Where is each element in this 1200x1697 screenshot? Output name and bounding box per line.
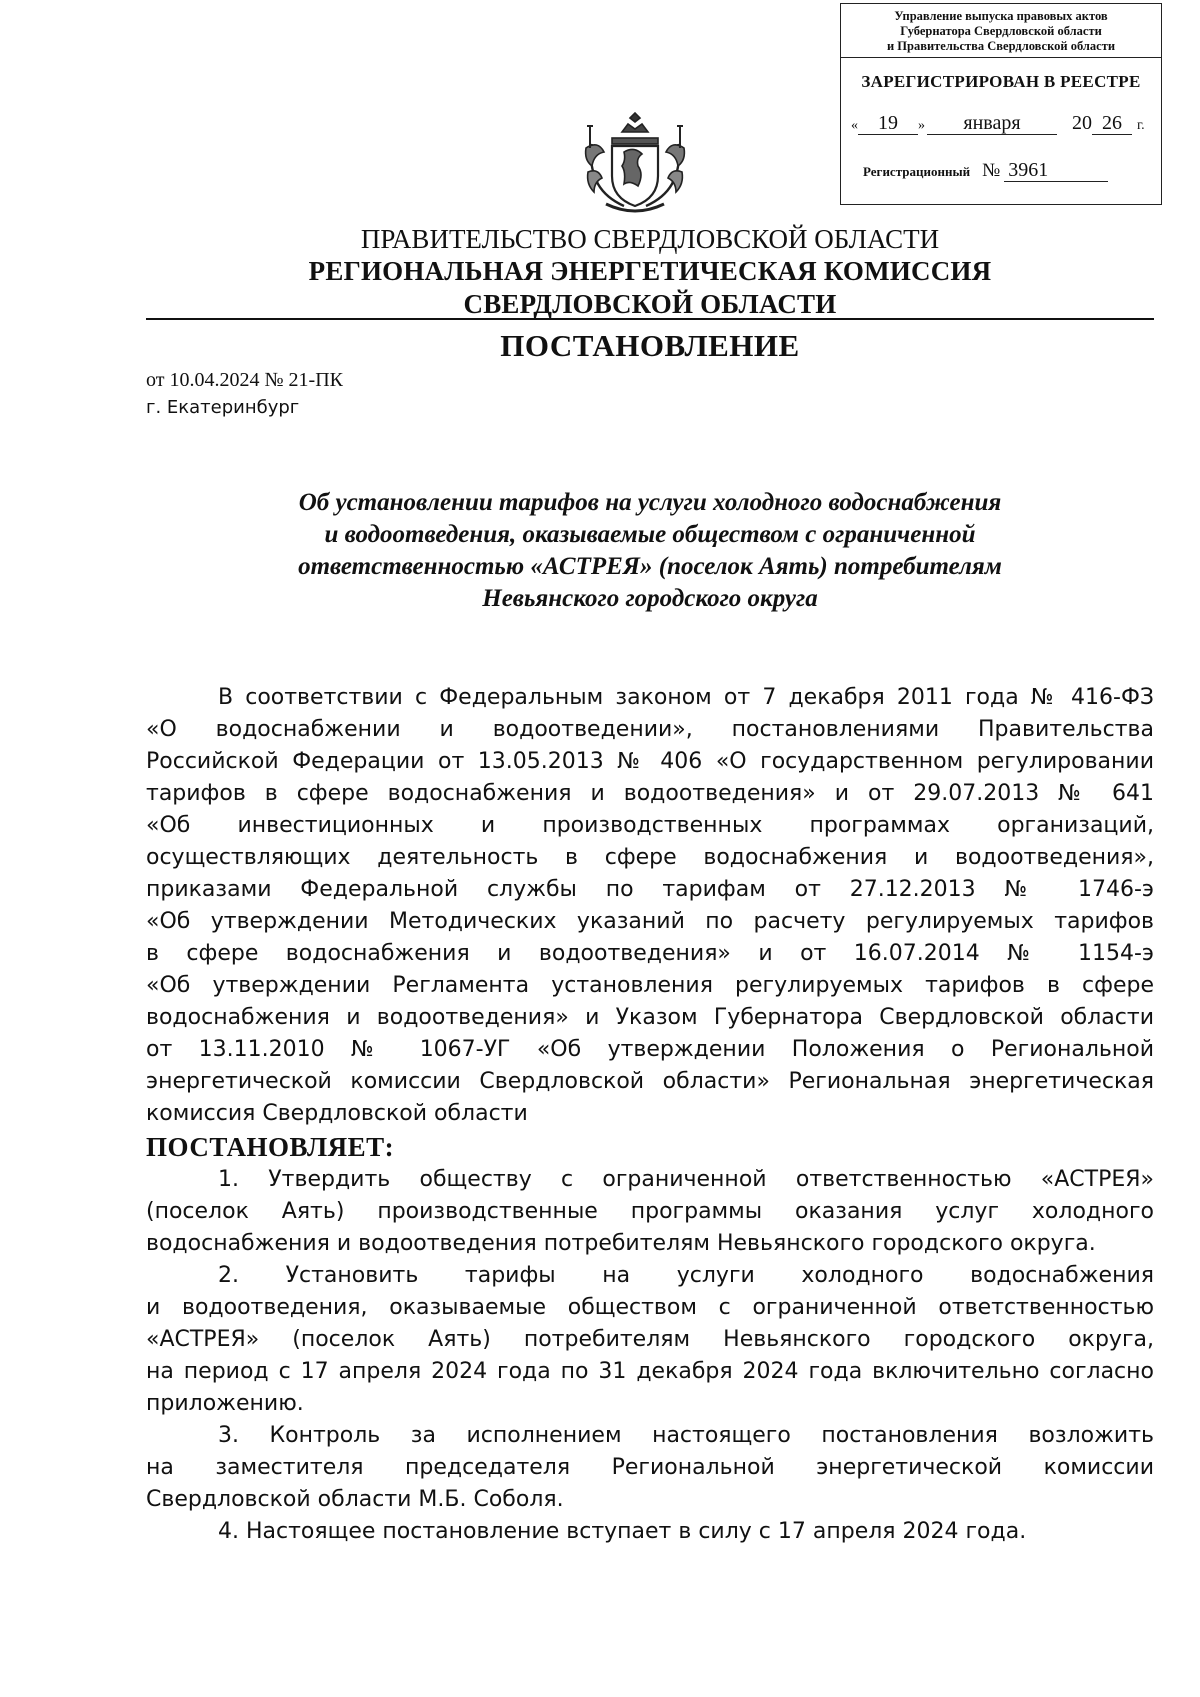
item3-line: на заместителя председателя Региональной энергетической комиссии	[146, 1455, 1154, 1480]
registration-title: ЗАРЕГИСТРИРОВАН В РЕЕСТРЕ	[861, 72, 1141, 91]
item2-line: и водоотведения, оказываемые обществом с ограниченной ответственностью	[146, 1295, 1154, 1320]
subject-line: ответственностью «АСТРЕЯ» (поселок Аять) потребителям	[298, 553, 1002, 580]
registration-date	[851, 112, 1155, 135]
registration-stamp	[840, 3, 1162, 205]
registration-month: января	[927, 112, 1057, 135]
registration-day: 19	[858, 112, 918, 135]
preamble-line: «Об инвестиционных и производственных программах организаций,	[146, 813, 1154, 838]
document-body	[146, 682, 1154, 1548]
quote-open: «	[851, 118, 858, 133]
item3-line: 3. Контроль за исполнением настоящего постановления возложить	[218, 1423, 1154, 1448]
preamble-line: энергетической комиссии Свердловской области» Региональная энергетическая	[146, 1069, 1154, 1094]
preamble-line: «О водоснабжении и водоотведении», постановлениями Правительства	[146, 717, 1154, 742]
item2-line: приложению.	[146, 1391, 304, 1416]
preamble-line: в сфере водоснабжения и водоотведения» и от 16.07.2014 № 1154-э	[146, 941, 1154, 966]
registration-year-prefix: 20	[1072, 112, 1092, 134]
document-date-number: от 10.04.2024 № 21-ПК	[146, 369, 344, 391]
government-name: ПРАВИТЕЛЬСТВО СВЕРДЛОВСКОЙ ОБЛАСТИ	[360, 224, 940, 254]
item1-line: водоснабжения и водоотведения потребителям Невьянского городского округа.	[146, 1231, 1096, 1256]
item1-line: 1. Утвердить обществу с ограниченной ответственностью «АСТРЕЯ»	[218, 1167, 1154, 1192]
preamble-line: водоснабжения и водоотведения» и Указом Губернатора Свердловской области	[146, 1005, 1154, 1030]
document-type: ПОСТАНОВЛЕНИЕ	[500, 328, 800, 363]
header-rule	[146, 318, 1154, 320]
item2-line: на период с 17 апреля 2024 года по 31 декабря 2024 года включительно согласно	[146, 1359, 1154, 1384]
preamble-line: тарифов в сфере водоснабжения и водоотведения» и от 29.07.2013 № 641	[146, 781, 1154, 806]
quote-close: »	[918, 118, 925, 133]
registration-stamp-header	[841, 4, 1161, 58]
commission-name-line1: РЕГИОНАЛЬНАЯ ЭНЕРГЕТИЧЕСКАЯ КОМИССИЯ	[308, 256, 992, 286]
stamp-header-line: Управление выпуска правовых актов	[894, 9, 1108, 23]
preamble-line: от 13.11.2010 № 1067-УГ «Об утверждении Положения о Региональной	[146, 1037, 1154, 1062]
document-city: г. Екатеринбург	[146, 397, 300, 418]
subject-line: и водоотведения, оказываемые обществом с ограниченной	[324, 521, 976, 548]
registration-year-mark: г.	[1137, 118, 1145, 133]
registration-number-label: Регистрационный	[863, 164, 971, 179]
preamble-line: «Об утверждении Регламента установления регулируемых тарифов в сфере	[146, 973, 1154, 998]
subject-line: Об установлении тарифов на услуги холодного водоснабжения	[298, 489, 1002, 516]
preamble-line: «Об утверждении Методических указаний по расчету регулируемых тарифов	[146, 909, 1154, 934]
preamble-line: осуществляющих деятельность в сфере водоснабжения и водоотведения»,	[146, 845, 1154, 870]
preamble-line: Российской Федерации от 13.05.2013 № 406 «О государственном регулировании	[146, 749, 1154, 774]
stamp-header-line: и Правительства Свердловской области	[886, 39, 1116, 53]
subject-line: Невьянского городского округа	[482, 585, 818, 612]
preamble-line: приказами Федеральной службы по тарифам от 27.12.2013 № 1746-э	[146, 877, 1154, 902]
registration-year-suffix: 26	[1092, 112, 1132, 135]
preamble-line: комиссия Свердловской области	[146, 1101, 528, 1126]
number-sign: №	[982, 160, 1001, 181]
resolves-heading: ПОСТАНОВЛЯЕТ:	[146, 1132, 395, 1162]
item2-line: 2. Установить тарифы на услуги холодного водоснабжения	[218, 1263, 1154, 1288]
registration-number-row	[863, 159, 1108, 182]
item2-line: «АСТРЕЯ» (поселок Аять) потребителям Невьянского городского округа,	[146, 1327, 1154, 1352]
registration-number: 3961	[1004, 159, 1108, 182]
document-subject	[146, 487, 1154, 615]
item1-line: (поселок Аять) производственные программы оказания услуг холодного	[146, 1199, 1154, 1224]
stamp-header-line: Губернатора Свердловской области	[900, 24, 1102, 38]
item4-line: 4. Настоящее постановление вступает в силу с 17 апреля 2024 года.	[218, 1519, 1027, 1544]
preamble-line: В соответствии с Федеральным законом от 7 декабря 2011 года № 416-ФЗ	[218, 685, 1154, 710]
coat-of-arms-icon	[582, 112, 688, 214]
item3-line: Свердловской области М.Б. Соболя.	[146, 1487, 564, 1512]
commission-name-line2: СВЕРДЛОВСКОЙ ОБЛАСТИ	[463, 289, 837, 319]
